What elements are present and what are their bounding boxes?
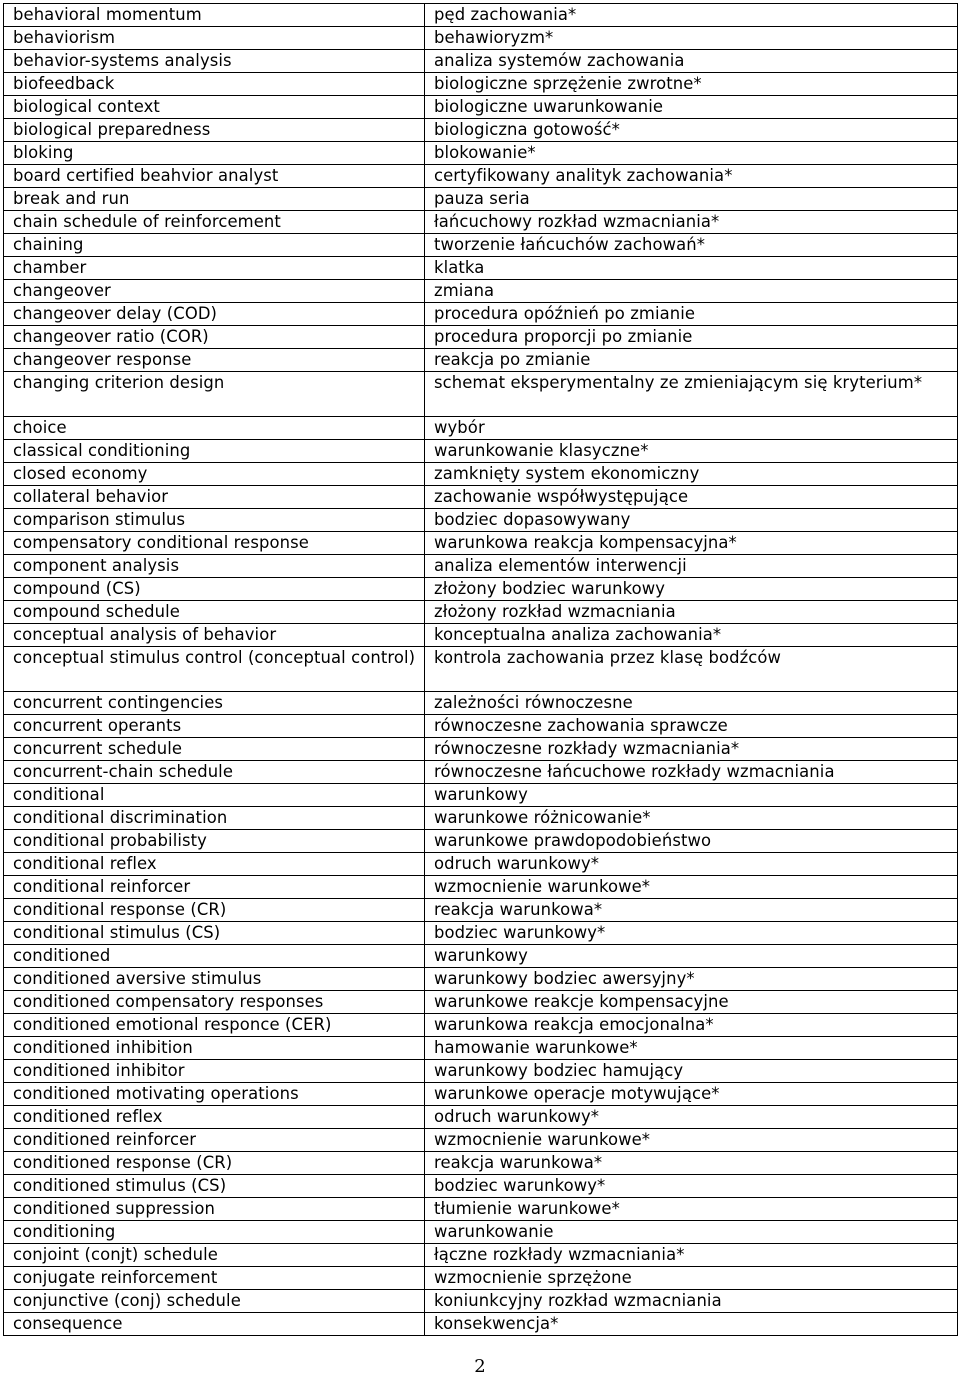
polish-term: warunkowanie — [425, 1221, 958, 1244]
english-term: compound (CS) — [4, 578, 425, 601]
english-term: conditioned inhibitor — [4, 1060, 425, 1083]
english-term: conditional — [4, 784, 425, 807]
polish-term: tłumienie warunkowe* — [425, 1198, 958, 1221]
english-term: changeover — [4, 280, 425, 303]
table-row — [4, 1152, 958, 1175]
glossary-table — [3, 3, 958, 1336]
polish-term: bodziec warunkowy* — [425, 1175, 958, 1198]
english-term: behaviorism — [4, 27, 425, 50]
polish-term: blokowanie* — [425, 142, 958, 165]
table-row — [4, 1313, 958, 1336]
english-term: concurrent contingencies — [4, 692, 425, 715]
table-row — [4, 234, 958, 257]
english-term: conditioned motivating operations — [4, 1083, 425, 1106]
english-term: concurrent operants — [4, 715, 425, 738]
polish-term: bodziec dopasowywany — [425, 509, 958, 532]
polish-term: procedura proporcji po zmianie — [425, 326, 958, 349]
table-row — [4, 73, 958, 96]
polish-term: reakcja po zmianie — [425, 349, 958, 372]
english-term: conditional reinforcer — [4, 876, 425, 899]
english-term: compound schedule — [4, 601, 425, 624]
polish-term: warunkowy — [425, 784, 958, 807]
table-row — [4, 876, 958, 899]
polish-term: schemat eksperymentalny ze zmieniającym się kryterium* — [425, 372, 958, 417]
english-term: comparison stimulus — [4, 509, 425, 532]
table-row — [4, 738, 958, 761]
table-row — [4, 486, 958, 509]
table-row — [4, 142, 958, 165]
table-row — [4, 807, 958, 830]
table-row — [4, 532, 958, 555]
polish-term: równoczesne łańcuchowe rozkłady wzmacniania — [425, 761, 958, 784]
polish-term: warunkowe operacje motywujące* — [425, 1083, 958, 1106]
table-row — [4, 303, 958, 326]
polish-term: zależności równoczesne — [425, 692, 958, 715]
polish-term: biologiczne sprzężenie zwrotne* — [425, 73, 958, 96]
english-term: conjoint (conjt) schedule — [4, 1244, 425, 1267]
english-term: conjunctive (conj) schedule — [4, 1290, 425, 1313]
english-term: conditional response (CR) — [4, 899, 425, 922]
table-row — [4, 280, 958, 303]
table-row — [4, 945, 958, 968]
polish-term: warunkowy — [425, 945, 958, 968]
table-row — [4, 96, 958, 119]
table-row — [4, 601, 958, 624]
english-term: conditioned suppression — [4, 1198, 425, 1221]
table-row — [4, 27, 958, 50]
table-row — [4, 188, 958, 211]
polish-term: warunkowe różnicowanie* — [425, 807, 958, 830]
english-term: conceptual stimulus control (conceptual control) — [4, 647, 425, 692]
polish-term: koniunkcyjny rozkład wzmacniania — [425, 1290, 958, 1313]
english-term: conditioned reflex — [4, 1106, 425, 1129]
english-term: chamber — [4, 257, 425, 280]
polish-term: warunkowanie klasyczne* — [425, 440, 958, 463]
polish-term: wybór — [425, 417, 958, 440]
english-term: classical conditioning — [4, 440, 425, 463]
table-row — [4, 1221, 958, 1244]
english-term: conditioned aversive stimulus — [4, 968, 425, 991]
table-row — [4, 968, 958, 991]
english-term: conditioned — [4, 945, 425, 968]
table-row — [4, 1014, 958, 1037]
polish-term: równoczesne zachowania sprawcze — [425, 715, 958, 738]
polish-term: konsekwencja* — [425, 1313, 958, 1336]
polish-term: biologiczna gotowość* — [425, 119, 958, 142]
polish-term: odruch warunkowy* — [425, 853, 958, 876]
polish-term: pęd zachowania* — [425, 4, 958, 27]
table-row — [4, 1037, 958, 1060]
table-row — [4, 417, 958, 440]
page-number: 2 — [474, 1356, 486, 1377]
polish-term: behawioryzm* — [425, 27, 958, 50]
polish-term: warunkowy bodziec awersyjny* — [425, 968, 958, 991]
polish-term: reakcja warunkowa* — [425, 899, 958, 922]
polish-term: klatka — [425, 257, 958, 280]
polish-term: warunkowa reakcja emocjonalna* — [425, 1014, 958, 1037]
english-term: component analysis — [4, 555, 425, 578]
polish-term: konceptualna analiza zachowania* — [425, 624, 958, 647]
table-row — [4, 1083, 958, 1106]
table-row — [4, 1129, 958, 1152]
polish-term: łączne rozkłady wzmacniania* — [425, 1244, 958, 1267]
table-row — [4, 578, 958, 601]
english-term: compensatory conditional response — [4, 532, 425, 555]
english-term: changing criterion design — [4, 372, 425, 417]
table-row — [4, 463, 958, 486]
english-term: closed economy — [4, 463, 425, 486]
polish-term: wzmocnienie warunkowe* — [425, 876, 958, 899]
table-row — [4, 1060, 958, 1083]
english-term: bloking — [4, 142, 425, 165]
polish-term: reakcja warunkowa* — [425, 1152, 958, 1175]
polish-term: procedura opóźnień po zmianie — [425, 303, 958, 326]
english-term: conditioned response (CR) — [4, 1152, 425, 1175]
table-row — [4, 50, 958, 73]
table-row — [4, 1267, 958, 1290]
polish-term: warunkowe prawdopodobieństwo — [425, 830, 958, 853]
english-term: conjugate reinforcement — [4, 1267, 425, 1290]
english-term: board certified beahvior analyst — [4, 165, 425, 188]
table-row — [4, 211, 958, 234]
table-row — [4, 440, 958, 463]
polish-term: warunkowa reakcja kompensacyjna* — [425, 532, 958, 555]
polish-term: analiza elementów interwencji — [425, 555, 958, 578]
english-term: changeover ratio (COR) — [4, 326, 425, 349]
english-term: consequence — [4, 1313, 425, 1336]
polish-term: zachowanie współwystępujące — [425, 486, 958, 509]
glossary-body — [4, 4, 958, 1336]
english-term: conditioned compensatory responses — [4, 991, 425, 1014]
table-row — [4, 1244, 958, 1267]
polish-term: wzmocnienie sprzężone — [425, 1267, 958, 1290]
english-term: changeover response — [4, 349, 425, 372]
polish-term: pauza seria — [425, 188, 958, 211]
table-row — [4, 555, 958, 578]
table-row — [4, 784, 958, 807]
table-row — [4, 1175, 958, 1198]
polish-term: tworzenie łańcuchów zachowań* — [425, 234, 958, 257]
table-row — [4, 257, 958, 280]
polish-term: biologiczne uwarunkowanie — [425, 96, 958, 119]
table-row — [4, 761, 958, 784]
table-row — [4, 1290, 958, 1313]
polish-term: hamowanie warunkowe* — [425, 1037, 958, 1060]
english-term: concurrent-chain schedule — [4, 761, 425, 784]
table-row — [4, 899, 958, 922]
table-row — [4, 692, 958, 715]
polish-term: zmiana — [425, 280, 958, 303]
english-term: behavioral momentum — [4, 4, 425, 27]
table-row — [4, 1198, 958, 1221]
english-term: conditional reflex — [4, 853, 425, 876]
polish-term: bodziec warunkowy* — [425, 922, 958, 945]
table-row — [4, 326, 958, 349]
english-term: conditional stimulus (CS) — [4, 922, 425, 945]
table-row — [4, 624, 958, 647]
polish-term: złożony bodziec warunkowy — [425, 578, 958, 601]
table-row — [4, 991, 958, 1014]
table-row — [4, 372, 958, 417]
table-row — [4, 647, 958, 692]
english-term: biofeedback — [4, 73, 425, 96]
english-term: changeover delay (COD) — [4, 303, 425, 326]
polish-term: warunkowe reakcje kompensacyjne — [425, 991, 958, 1014]
polish-term: odruch warunkowy* — [425, 1106, 958, 1129]
english-term: chain schedule of reinforcement — [4, 211, 425, 234]
english-term: conditioned stimulus (CS) — [4, 1175, 425, 1198]
english-term: behavior-systems analysis — [4, 50, 425, 73]
table-row — [4, 715, 958, 738]
polish-term: równoczesne rozkłady wzmacniania* — [425, 738, 958, 761]
polish-term: analiza systemów zachowania — [425, 50, 958, 73]
polish-term: łańcuchowy rozkład wzmacniania* — [425, 211, 958, 234]
english-term: concurrent schedule — [4, 738, 425, 761]
polish-term: kontrola zachowania przez klasę bodźców — [425, 647, 958, 692]
english-term: conditioned inhibition — [4, 1037, 425, 1060]
table-row — [4, 119, 958, 142]
polish-term: złożony rozkład wzmacniania — [425, 601, 958, 624]
english-term: conditional probabilisty — [4, 830, 425, 853]
polish-term: wzmocnienie warunkowe* — [425, 1129, 958, 1152]
english-term: break and run — [4, 188, 425, 211]
polish-term: certyfikowany analityk zachowania* — [425, 165, 958, 188]
polish-term: warunkowy bodziec hamujący — [425, 1060, 958, 1083]
table-row — [4, 4, 958, 27]
english-term: conceptual analysis of behavior — [4, 624, 425, 647]
english-term: conditioned reinforcer — [4, 1129, 425, 1152]
table-row — [4, 1106, 958, 1129]
table-row — [4, 853, 958, 876]
table-row — [4, 509, 958, 532]
english-term: conditioned emotional responce (CER) — [4, 1014, 425, 1037]
table-row — [4, 165, 958, 188]
english-term: biological context — [4, 96, 425, 119]
english-term: conditioning — [4, 1221, 425, 1244]
table-row — [4, 830, 958, 853]
english-term: collateral behavior — [4, 486, 425, 509]
english-term: chaining — [4, 234, 425, 257]
polish-term: zamknięty system ekonomiczny — [425, 463, 958, 486]
table-row — [4, 349, 958, 372]
english-term: biological preparedness — [4, 119, 425, 142]
english-term: choice — [4, 417, 425, 440]
table-row — [4, 922, 958, 945]
english-term: conditional discrimination — [4, 807, 425, 830]
